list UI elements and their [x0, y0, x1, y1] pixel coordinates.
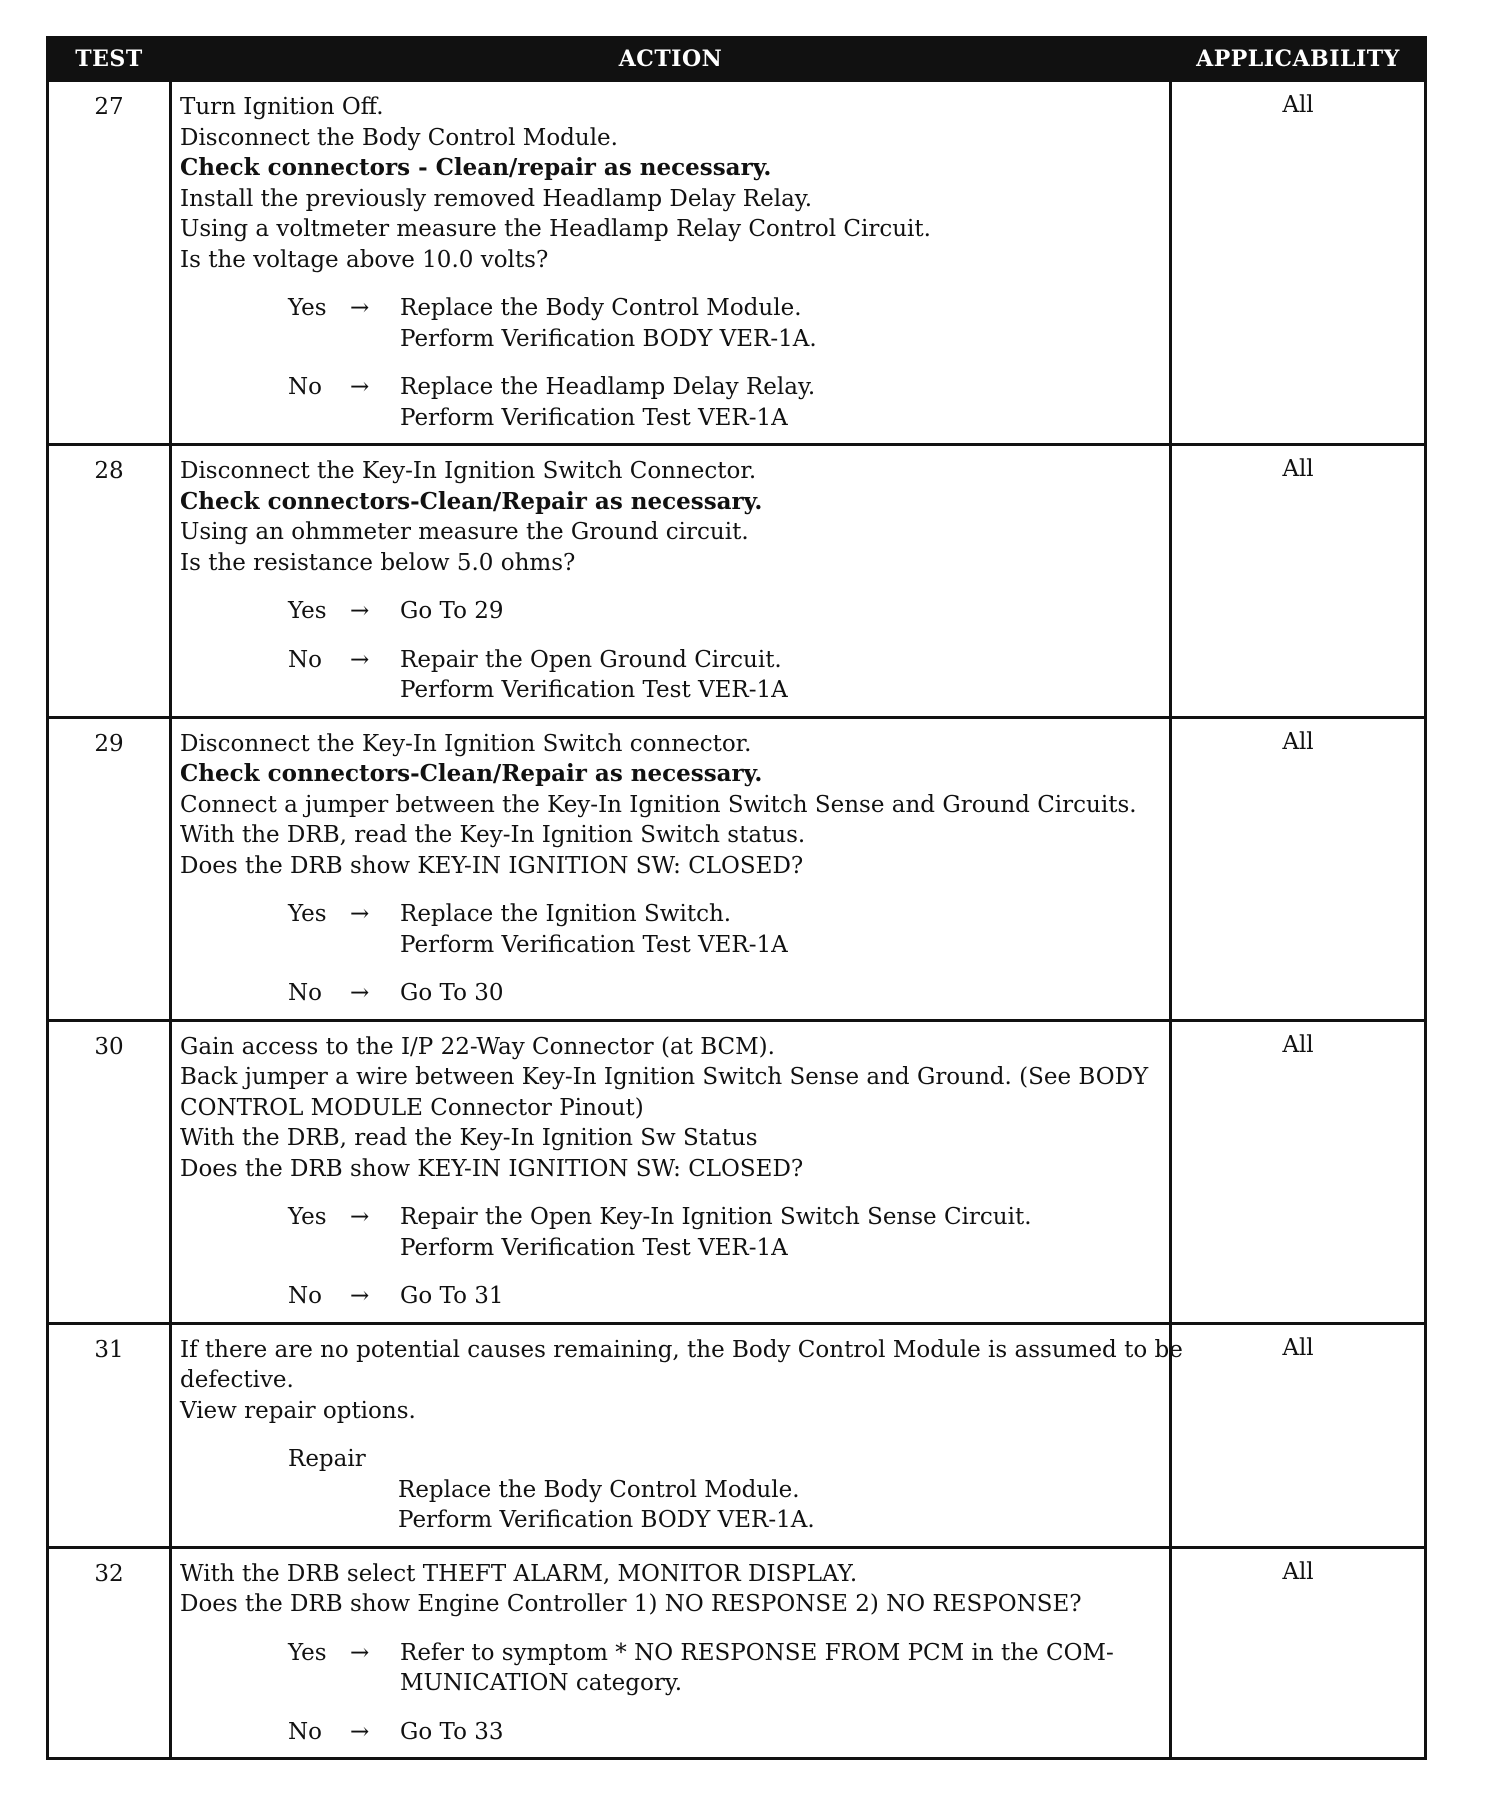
answer-line: Go To 31: [400, 1283, 504, 1309]
answer-body: [400, 596, 1159, 627]
arrow-icon: →: [350, 1283, 370, 1309]
answer-yes: [180, 596, 1159, 627]
answer-line: Perform Verification Test VER-1A: [400, 1234, 788, 1261]
instruction-line: Disconnect the Key-In Ignition Switch connector.: [180, 730, 752, 757]
applicability-cell: All: [1171, 1323, 1426, 1547]
answer-yes: [180, 899, 1159, 960]
answer-no: [180, 645, 1159, 706]
arrow-icon: →: [350, 1204, 370, 1230]
answer-no: [180, 1281, 1159, 1312]
header-action: ACTION: [171, 38, 1171, 81]
instruction-line: defective.: [180, 1367, 294, 1393]
header-test: TEST: [48, 38, 171, 81]
answer-body: [400, 293, 1159, 354]
answer-line: Repair the Open Ground Circuit.: [400, 646, 782, 673]
instruction-line: Connect a jumper between the Key-In Ignition Switch Sense and Ground Circuits.: [180, 791, 1137, 818]
answer-group: [180, 596, 1159, 706]
table-row: [48, 445, 1426, 718]
answer-line: Replace the Ignition Switch.: [400, 901, 732, 927]
answer-line: Replace the Body Control Module.: [400, 295, 802, 321]
answer-group: [180, 293, 1159, 433]
answer-group: [180, 1202, 1159, 1312]
table-row: [48, 81, 1426, 445]
answer-body: [400, 1717, 1159, 1748]
instruction-line: Using a voltmeter measure the Headlamp Relay Control Circuit.: [180, 216, 931, 242]
answer-body: [400, 1281, 1159, 1312]
answer-group: [180, 899, 1159, 1009]
instruction-line: Is the voltage above 10.0 volts?: [180, 246, 549, 273]
table-row: [48, 1323, 1426, 1547]
instruction-line: Is the resistance below 5.0 ohms?: [180, 549, 576, 576]
table-row: [48, 1547, 1426, 1759]
answer-body: [400, 372, 1159, 433]
arrow-icon: →: [350, 1718, 370, 1745]
test-number: 28: [48, 445, 171, 718]
answer-no: [180, 372, 1159, 433]
answer-line: Repair the Open Key-In Ignition Switch Sense Circuit.: [400, 1204, 1032, 1230]
repair-body: [398, 1475, 1159, 1536]
arrow-icon: →: [350, 646, 370, 673]
answer-yes: [180, 293, 1159, 354]
answer-line: Go To 33: [400, 1718, 504, 1745]
action-cell: [171, 445, 1171, 718]
answer-line: MUNICATION category.: [400, 1670, 683, 1696]
answer-body: [400, 1638, 1159, 1699]
instruction-line: With the DRB, read the Key-In Ignition Sw Status: [180, 1125, 758, 1151]
test-number: 27: [48, 81, 171, 445]
answer-no: [180, 1717, 1159, 1748]
answer-label: No: [288, 980, 322, 1006]
instruction-line: Disconnect the Key-In Ignition Switch Connector.: [180, 458, 757, 484]
answer-label: No: [288, 374, 322, 400]
instruction-bold-line: Check connectors - Clean/repair as necessary.: [180, 154, 772, 181]
answer-group: [180, 1638, 1159, 1748]
table-body: [48, 81, 1426, 1759]
instruction-line: View repair options.: [180, 1397, 416, 1424]
answer-line: Go To 29: [400, 598, 504, 624]
instruction-line: Does the DRB show Engine Controller 1) NO RESPONSE 2) NO RESPONSE?: [180, 1591, 1082, 1617]
arrow-icon: →: [350, 901, 370, 927]
applicability-cell: All: [1171, 1547, 1426, 1759]
answer-line: Perform Verification Test VER-1A: [400, 404, 788, 431]
answer-yes: [180, 1638, 1159, 1699]
instruction-line: Using an ohmmeter measure the Ground circuit.: [180, 519, 749, 545]
diagnostic-test-table-container: [46, 36, 1424, 1760]
table-header-row: [48, 38, 1426, 81]
instruction-line: Back jumper a wire between Key-In Ignition Switch Sense and Ground. (See BODY: [180, 1064, 1149, 1090]
applicability-cell: All: [1171, 1020, 1426, 1323]
answer-line: Replace the Headlamp Delay Relay.: [400, 374, 816, 400]
header-applicability: APPLICABILITY: [1171, 38, 1426, 81]
test-number: 30: [48, 1020, 171, 1323]
answer-label: No: [288, 646, 322, 673]
instruction-line: With the DRB select THEFT ALARM, MONITOR DISPLAY.: [180, 1560, 858, 1587]
instruction-line: Does the DRB show KEY-IN IGNITION SW: CLOSED?: [180, 852, 804, 879]
arrow-icon: →: [350, 295, 370, 321]
answer-body: [400, 978, 1159, 1009]
applicability-cell: All: [1171, 717, 1426, 1020]
test-number: 31: [48, 1323, 171, 1547]
action-cell: [171, 1020, 1171, 1323]
answer-line: Refer to symptom * NO RESPONSE FROM PCM in the COM-: [400, 1639, 1114, 1666]
instruction-line: Turn Ignition Off.: [180, 94, 384, 120]
repair-group: [180, 1444, 1159, 1536]
instruction-line: Does the DRB show KEY-IN IGNITION SW: CLOSED?: [180, 1155, 804, 1182]
test-number: 29: [48, 717, 171, 1020]
answer-yes: [180, 1202, 1159, 1263]
answer-line: Perform Verification Test VER-1A: [400, 677, 788, 703]
applicability-cell: All: [1171, 445, 1426, 718]
instruction-bold-line: Check connectors-Clean/Repair as necessary.: [180, 760, 763, 787]
diagnostic-test-table: [46, 36, 1427, 1760]
repair-line: Replace the Body Control Module.: [398, 1476, 800, 1503]
action-cell: [171, 1547, 1171, 1759]
instruction-line: With the DRB, read the Key-In Ignition Switch status.: [180, 822, 806, 848]
answer-label: Yes: [288, 1639, 327, 1666]
answer-line: Perform Verification Test VER-1A: [400, 931, 788, 958]
action-cell: [171, 717, 1171, 1020]
instruction-line: Install the previously removed Headlamp Delay Relay.: [180, 185, 813, 212]
answer-no: [180, 978, 1159, 1009]
repair-line: Perform Verification BODY VER-1A.: [398, 1507, 815, 1533]
arrow-icon: →: [350, 980, 370, 1006]
answer-label: No: [288, 1718, 322, 1745]
answer-body: [400, 645, 1159, 706]
arrow-icon: →: [350, 1639, 370, 1666]
answer-label: Yes: [288, 598, 327, 624]
instruction-line: Gain access to the I/P 22-Way Connector (at BCM).: [180, 1033, 775, 1060]
instruction-bold-line: Check connectors-Clean/Repair as necessary.: [180, 487, 763, 515]
answer-label: Yes: [288, 295, 327, 321]
answer-label: Yes: [288, 1204, 327, 1230]
arrow-icon: →: [350, 374, 370, 400]
answer-label: No: [288, 1283, 322, 1309]
repair-label: Repair: [288, 1446, 366, 1472]
answer-body: [400, 1202, 1159, 1263]
answer-body: [400, 899, 1159, 960]
instruction-line: CONTROL MODULE Connector Pinout): [180, 1094, 644, 1121]
answer-line: Perform Verification BODY VER-1A.: [400, 325, 817, 352]
test-number: 32: [48, 1547, 171, 1759]
applicability-cell: All: [1171, 81, 1426, 445]
instruction-line: If there are no potential causes remaining, the Body Control Module is assumed to be: [180, 1336, 1183, 1363]
table-row: [48, 717, 1426, 1020]
table-row: [48, 1020, 1426, 1323]
action-cell: [171, 81, 1171, 445]
answer-label: Yes: [288, 901, 327, 927]
answer-line: Go To 30: [400, 980, 504, 1006]
arrow-icon: →: [350, 598, 370, 624]
instruction-line: Disconnect the Body Control Module.: [180, 124, 618, 151]
action-cell: [171, 1323, 1183, 1547]
